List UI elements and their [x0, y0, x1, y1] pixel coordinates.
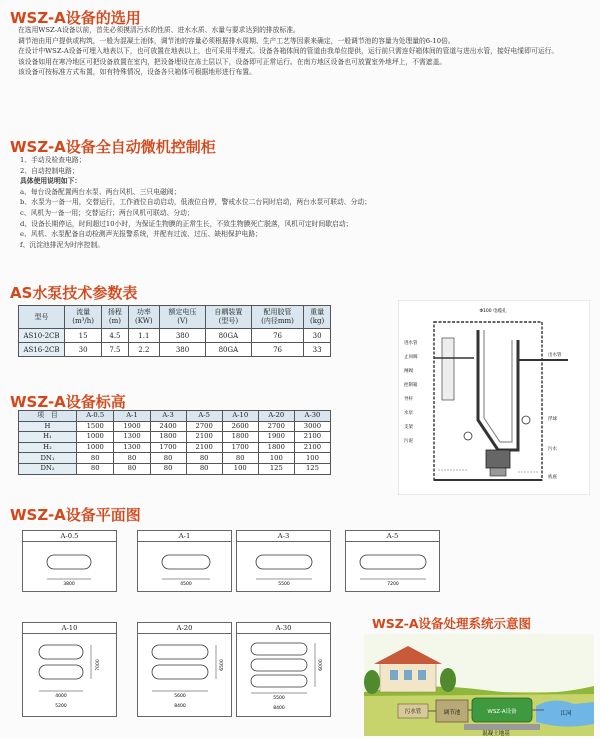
section2-item: 2、自动控制电路； — [20, 166, 79, 175]
pump-diagram-label: Φ100 电缆孔 — [479, 309, 507, 314]
table-header-cell: A-20 — [258, 411, 294, 422]
table-cell: 30 — [65, 343, 102, 357]
elevation-table — [18, 410, 331, 475]
table-cell: 80GA — [205, 343, 251, 357]
table-cell: H₁ — [19, 432, 77, 443]
plan-dimension: 8400 — [174, 704, 186, 709]
table-cell: 1800 — [258, 442, 294, 453]
section1-title: WSZ-A设备的选用 — [10, 9, 141, 27]
section2-detail: a、每台设备配置两台水泵、两台风机、三只电磁阀； — [20, 187, 181, 196]
system-diagram-title: WSZ-A设备处理系统示意图 — [372, 616, 531, 631]
section2-item: 1、手动及检查电路； — [20, 156, 86, 164]
table-cell: 1300 — [114, 442, 150, 453]
table-cell: 2400 — [150, 421, 186, 432]
table-cell: 15 — [65, 329, 102, 343]
table-row — [19, 329, 331, 343]
table-header-cell: 自耦装置 (型号) — [205, 306, 251, 329]
table-cell: 125 — [294, 463, 330, 474]
section2-subtitle: 具体使用说明如下： — [20, 177, 82, 186]
table-row — [19, 421, 331, 432]
table-cell: 1700 — [222, 442, 258, 453]
section5-title: WSZ-A设备平面图 — [10, 506, 141, 524]
table-cell: 1500 — [77, 421, 114, 432]
pump-installation-diagram — [398, 300, 590, 495]
system-label: 江河 — [560, 711, 572, 717]
table-header-cell: 功率 (KW) — [128, 306, 159, 329]
table-row — [19, 463, 331, 474]
table-cell: 100 — [222, 463, 258, 474]
plan-dimension: 5600 — [174, 694, 186, 699]
section2-detail: c、风机为一备一用；交替运行；两台风机可联动、分动； — [20, 208, 194, 217]
pump-parameter-table — [18, 305, 331, 357]
plan-label: A-10 — [23, 623, 116, 634]
plan-dimension: 6000 — [319, 659, 324, 671]
plan-a-10 — [22, 622, 117, 717]
table-cell: 2100 — [294, 432, 330, 443]
table-row — [19, 442, 331, 453]
section1-paragraph: 该设备可按标准方式布置，如有特殊情况，设备各只箱体可根据地形进行布置。 — [18, 68, 256, 77]
table-cell: 80 — [150, 453, 186, 464]
table-cell: 125 — [258, 463, 294, 474]
table-cell: 80 — [150, 463, 186, 474]
table-cell: 1000 — [77, 432, 114, 443]
table-row — [19, 343, 331, 357]
table-cell: 80 — [77, 463, 114, 474]
plan-drawing — [243, 637, 327, 715]
table-row — [19, 432, 331, 443]
table-cell: 100 — [258, 453, 294, 464]
table-cell: 80 — [77, 453, 114, 464]
table-cell: H — [19, 421, 77, 432]
table-cell: 2100 — [186, 432, 222, 443]
plan-dimension: 4500 — [180, 582, 192, 587]
table-cell: 7.5 — [102, 343, 128, 357]
table-cell: 1800 — [222, 432, 258, 443]
pump-diagram-label: 污泥 — [404, 439, 413, 444]
system-label: 污水管 — [404, 709, 422, 715]
plan-dimension: 6500 — [220, 659, 225, 671]
section2-detail: e、风机、水泵配备自动检测声光报警系统，并配有过流、过压、缺相保护电路； — [20, 230, 262, 239]
plan-drawing — [43, 549, 103, 589]
table-header-cell: 配用胶管 (内径mm) — [251, 306, 303, 329]
pump-diagram-label: 水泵 — [404, 411, 413, 416]
table-cell: 1300 — [114, 432, 150, 443]
treatment-system-diagram — [364, 634, 594, 736]
table-cell: 1.1 — [128, 329, 159, 343]
system-label: 混凝土地基 — [482, 731, 510, 736]
pump-diagram-label: 底座 — [548, 475, 557, 480]
table-cell: 1900 — [258, 432, 294, 443]
pump-diagram-label: 进水管 — [404, 341, 418, 346]
plan-label: A-20 — [138, 623, 231, 634]
plan-drawing — [356, 549, 436, 589]
table-cell: 1800 — [150, 432, 186, 443]
table-cell: DN₂ — [19, 463, 77, 474]
table-header-cell: A-5 — [186, 411, 222, 422]
table-header-row — [19, 411, 331, 422]
plan-dimension: 5200 — [55, 704, 67, 709]
table-cell: 80 — [114, 463, 150, 474]
plan-label: A-5 — [346, 531, 439, 542]
pump-diagram-label: 污水 — [548, 447, 557, 452]
plan-label: A-30 — [237, 623, 330, 634]
section2-body — [20, 155, 590, 250]
table-cell: 380 — [160, 343, 206, 357]
table-cell: 33 — [304, 343, 331, 357]
table-header-cell: 额定电压 (V) — [160, 306, 206, 329]
section1-paragraph: 该设备如用在寒冷地区可把设备放置在室内，把设备埋设在冻土层以下，设备即可正常运行。在南方地区设备也可放置室外地坪上，不需遮盖。 — [18, 57, 447, 66]
plan-a-3 — [236, 530, 331, 592]
table-header-cell: 项 目 — [19, 411, 77, 422]
plan-dimension: 5500 — [278, 582, 290, 587]
pump-diagram-label: 浮球 — [548, 417, 557, 422]
table-cell: 1700 — [150, 442, 186, 453]
section2-detail: f、沉淀池排泥为时序控制。 — [20, 240, 105, 249]
plan-dimension: 7000 — [96, 659, 101, 671]
table-cell: 80 — [114, 453, 150, 464]
table-cell: 2100 — [186, 442, 222, 453]
pump-diagram-label: 支架 — [404, 425, 413, 430]
table-cell: 80 — [186, 453, 222, 464]
pump-diagram-label: 闸阀 — [404, 369, 413, 374]
plan-drawing — [158, 549, 218, 589]
table-cell: 2700 — [258, 421, 294, 432]
table-cell: 380 — [160, 329, 206, 343]
plan-a-20 — [137, 622, 232, 717]
table-cell: 1000 — [77, 442, 114, 453]
table-cell: 1900 — [114, 421, 150, 432]
plan-drawing — [252, 549, 322, 589]
table-header-cell: 重量 (kg) — [304, 306, 331, 329]
plan-a-1 — [137, 530, 232, 592]
plan-dimension: 3800 — [63, 582, 75, 587]
plan-label: A-3 — [237, 531, 330, 542]
plan-a-0-5 — [22, 530, 117, 592]
plan-dimension: 7200 — [387, 582, 399, 587]
pump-diagram-label: 控制箱 — [404, 383, 418, 388]
plan-drawing — [144, 637, 228, 715]
plan-dimension: 5500 — [273, 696, 285, 701]
table-cell: 3000 — [294, 421, 330, 432]
table-header-cell: A-10 — [222, 411, 258, 422]
table-cell: 4.5 — [102, 329, 128, 343]
table-header-row — [19, 306, 331, 329]
table-header-cell: A-30 — [294, 411, 330, 422]
plan-a-30 — [236, 622, 331, 717]
plan-dimension: 4000 — [55, 694, 67, 699]
pump-diagram-label: 出水管 — [548, 353, 562, 358]
plan-drawing — [29, 637, 113, 715]
table-cell: 2700 — [186, 421, 222, 432]
table-header-cell: 流量 (m³/h) — [65, 306, 102, 329]
table-cell: 76 — [251, 329, 303, 343]
table-header-cell: A-3 — [150, 411, 186, 422]
table-cell: AS10-2CB — [19, 329, 65, 343]
section1-body — [10, 25, 592, 78]
table-cell: 2600 — [222, 421, 258, 432]
plan-a-5 — [345, 530, 440, 592]
system-label: 调节池 — [443, 710, 461, 716]
table-cell: 80 — [222, 453, 258, 464]
table-cell: 80GA — [205, 329, 251, 343]
section2-detail: d、设备长期停运，时间超过10小时，为保证生物膜的正常生长，不致生物膜死亡脱落，风机可定时间歇启动； — [20, 219, 353, 228]
table-cell: DN₁ — [19, 453, 77, 464]
pump-diagram-label: 止回阀 — [404, 355, 418, 360]
pump-diagram-label: 导杆 — [404, 397, 413, 402]
plan-label: A-0.5 — [23, 531, 116, 542]
table-header-cell: A-0.5 — [77, 411, 114, 422]
section3-title: AS水泵技术参数表 — [10, 284, 138, 302]
section2-detail: b、水泵为一备一用，交替运行，工作液位自动启动，低液位自停，警戒水位二台同时启动，两台水泵可联动、分动； — [20, 198, 371, 207]
plan-label: A-1 — [138, 531, 231, 542]
section1-paragraph: 调节池由用户提供或构筑，一般为混凝土池体，调节池的容量必须根据排水周期、生产工艺等因素来确定，一般调节池的容量为处理量的6-10倍。 — [18, 36, 455, 45]
table-cell: H₂ — [19, 442, 77, 453]
table-header-cell: 扬程 (m) — [102, 306, 128, 329]
section1-paragraph: 在选用WSZ-A设备以前，首先必须摸清污水的性质、进水水质、水量与要求达到的排放标准。 — [18, 26, 300, 34]
system-label: WSZ-A设备 — [487, 709, 517, 715]
table-cell: 30 — [304, 329, 331, 343]
table-cell: 2100 — [294, 442, 330, 453]
table-cell: 76 — [251, 343, 303, 357]
table-header-cell: 型号 — [19, 306, 65, 329]
plan-dimension: 8400 — [273, 706, 285, 711]
section2-title: WSZ-A设备全自动微机控制柜 — [10, 138, 216, 156]
table-header-cell: A-1 — [114, 411, 150, 422]
table-row — [19, 453, 331, 464]
table-cell: 100 — [294, 453, 330, 464]
table-cell: AS16-2CB — [19, 343, 65, 357]
table-cell: 2.2 — [128, 343, 159, 357]
table-cell: 80 — [186, 463, 222, 474]
section1-paragraph: 在设计中WSZ-A设备可埋入地表以下，也可放置在地表以上，也可采用半埋式。设备各箱体间的管道由我单位提供，运行前只需连好箱体间的管道与进出水管，接好电缆即可运行。 — [18, 47, 559, 56]
section4-title: WSZ-A设备标高 — [10, 393, 126, 411]
